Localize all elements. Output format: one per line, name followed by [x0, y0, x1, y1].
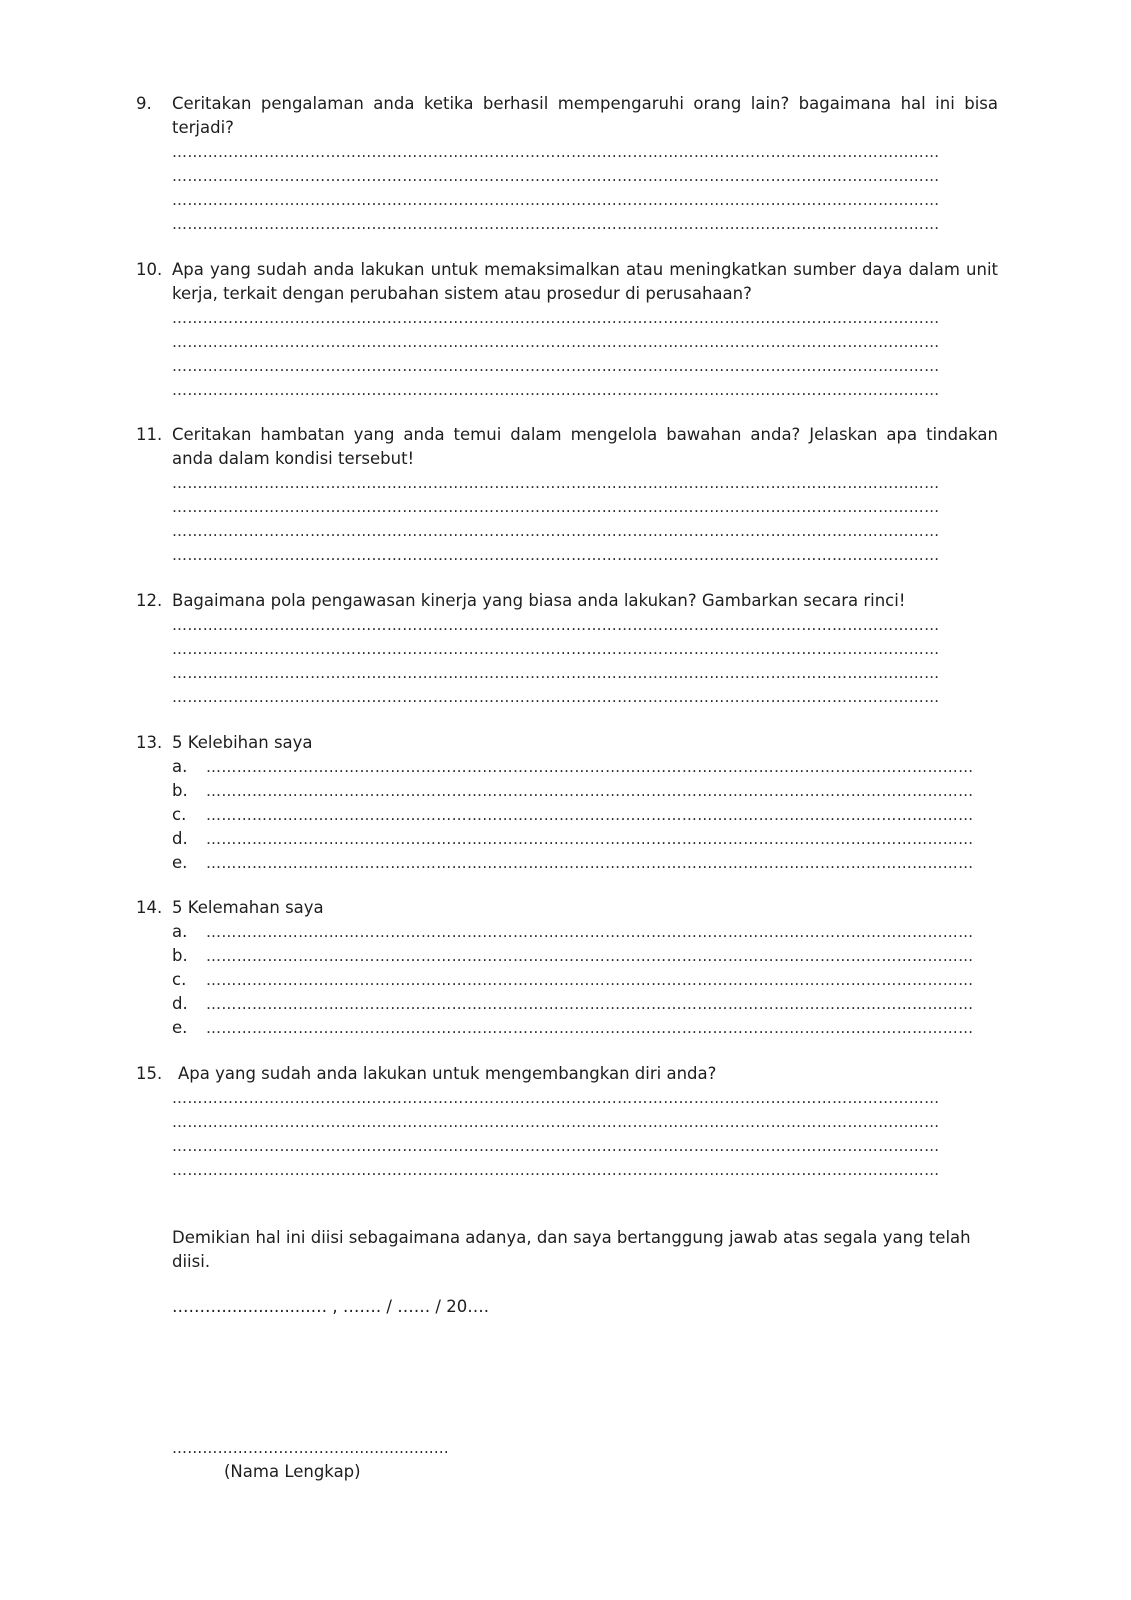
list-item — [172, 992, 998, 1016]
answer-line[interactable]: …………………………………………………………………………………………………………………………………… — [206, 995, 974, 1013]
answer-line[interactable]: …………………………………………………………………………………………………………………………………… — [172, 215, 940, 233]
question-15 — [136, 1062, 998, 1182]
answer-line[interactable]: …………………………………………………………………………………………………………………………………… — [206, 923, 974, 941]
answer-line[interactable]: …………………………………………………………………………………………………………………………………… — [206, 854, 974, 872]
answer-line[interactable]: …………………………………………………………………………………………………………………………………… — [172, 1089, 940, 1107]
question-number: 13. — [136, 733, 163, 752]
item-letter: e. — [172, 853, 188, 872]
item-letter: d. — [172, 994, 188, 1013]
answer-line[interactable]: …………………………………………………………………………………………………………………………………… — [172, 357, 940, 375]
answer-line[interactable]: …………………………………………………………………………………………………………………………………… — [206, 782, 974, 800]
question-number: 15. — [136, 1064, 163, 1083]
list-item — [172, 1016, 998, 1040]
item-letter: b. — [172, 946, 188, 965]
list-item — [172, 851, 998, 875]
answer-line[interactable]: …………………………………………………………………………………………………………………………………… — [172, 191, 940, 209]
answer-line[interactable]: …………………………………………………………………………………………………………………………………… — [172, 474, 940, 492]
answer-line[interactable]: …………………………………………………………………………………………………………………………………… — [206, 1019, 974, 1037]
question-text: Apa yang sudah anda lakukan untuk memaksimalkan atau meningkatkan sumber daya dalam unit kerja, terkait dengan perubahan sistem atau prosedur di perusahaan? — [172, 260, 998, 303]
question-13 — [136, 731, 998, 875]
answer-line[interactable]: …………………………………………………………………………………………………………………………………… — [172, 1137, 940, 1155]
list-item — [172, 968, 998, 992]
signature-line[interactable]: ………………………………................... — [172, 1439, 449, 1457]
answer-line[interactable]: …………………………………………………………………………………………………………………………………… — [172, 167, 940, 185]
question-11 — [136, 423, 998, 567]
question-number: 11. — [136, 425, 163, 444]
closing-statement: Demikian hal ini diisi sebagaimana adanya, dan saya bertanggung jawab atas segala yang telah diisi. — [172, 1228, 971, 1271]
answer-line[interactable]: …………………………………………………………………………………………………………………………………… — [172, 333, 940, 351]
date-place-line[interactable]: ……….................… , ……. / …… / 20…. — [172, 1297, 489, 1316]
question-text: 5 Kelebihan saya — [172, 733, 313, 752]
item-letter: c. — [172, 970, 187, 989]
item-letter: a. — [172, 922, 188, 941]
list-item — [172, 779, 998, 803]
answer-line[interactable]: …………………………………………………………………………………………………………………………………… — [172, 522, 940, 540]
answer-line[interactable]: …………………………………………………………………………………………………………………………………… — [172, 640, 940, 658]
answer-line[interactable]: …………………………………………………………………………………………………………………………………… — [206, 806, 974, 824]
answer-line[interactable]: …………………………………………………………………………………………………………………………………… — [206, 830, 974, 848]
item-letter: a. — [172, 757, 188, 776]
answer-line[interactable]: …………………………………………………………………………………………………………………………………… — [172, 381, 940, 399]
answer-line[interactable]: …………………………………………………………………………………………………………………………………… — [172, 309, 940, 327]
answer-line[interactable]: …………………………………………………………………………………………………………………………………… — [172, 664, 940, 682]
question-number: 12. — [136, 591, 163, 610]
answer-line[interactable]: …………………………………………………………………………………………………………………………………… — [206, 758, 974, 776]
list-item — [172, 920, 998, 944]
answer-line[interactable]: …………………………………………………………………………………………………………………………………… — [206, 971, 974, 989]
answer-line[interactable]: …………………………………………………………………………………………………………………………………… — [172, 616, 940, 634]
list-item — [172, 803, 998, 827]
question-14 — [136, 896, 998, 1040]
question-text: Ceritakan pengalaman anda ketika berhasil mempengaruhi orang lain? bagaimana hal ini bisa terjadi? — [172, 94, 998, 137]
list-item — [172, 755, 998, 779]
item-letter: d. — [172, 829, 188, 848]
item-letter: e. — [172, 1018, 188, 1037]
question-text: Bagaimana pola pengawasan kinerja yang biasa anda lakukan? Gambarkan secara rinci! — [172, 591, 906, 610]
question-9 — [136, 92, 998, 236]
question-number: 14. — [136, 898, 163, 917]
question-text: 5 Kelemahan saya — [172, 898, 324, 917]
list-item — [172, 827, 998, 851]
question-text: Apa yang sudah anda lakukan untuk mengembangkan diri anda? — [178, 1064, 717, 1083]
answer-line[interactable]: …………………………………………………………………………………………………………………………………… — [172, 498, 940, 516]
question-10 — [136, 258, 998, 402]
question-12 — [136, 589, 998, 709]
answer-line[interactable]: …………………………………………………………………………………………………………………………………… — [172, 1113, 940, 1131]
question-text: Ceritakan hambatan yang anda temui dalam mengelola bawahan anda? Jelaskan apa tindakan anda dalam kondisi tersebut! — [172, 425, 998, 468]
answer-line[interactable]: …………………………………………………………………………………………………………………………………… — [172, 688, 940, 706]
signature-name-label: (Nama Lengkap) — [224, 1462, 361, 1481]
item-letter: b. — [172, 781, 188, 800]
list-item — [172, 944, 998, 968]
question-number: 10. — [136, 260, 163, 279]
answer-line[interactable]: …………………………………………………………………………………………………………………………………… — [172, 143, 940, 161]
item-letter: c. — [172, 805, 187, 824]
question-number: 9. — [136, 94, 152, 113]
answer-line[interactable]: …………………………………………………………………………………………………………………………………… — [172, 546, 940, 564]
answer-line[interactable]: …………………………………………………………………………………………………………………………………… — [172, 1161, 940, 1179]
answer-line[interactable]: …………………………………………………………………………………………………………………………………… — [206, 947, 974, 965]
